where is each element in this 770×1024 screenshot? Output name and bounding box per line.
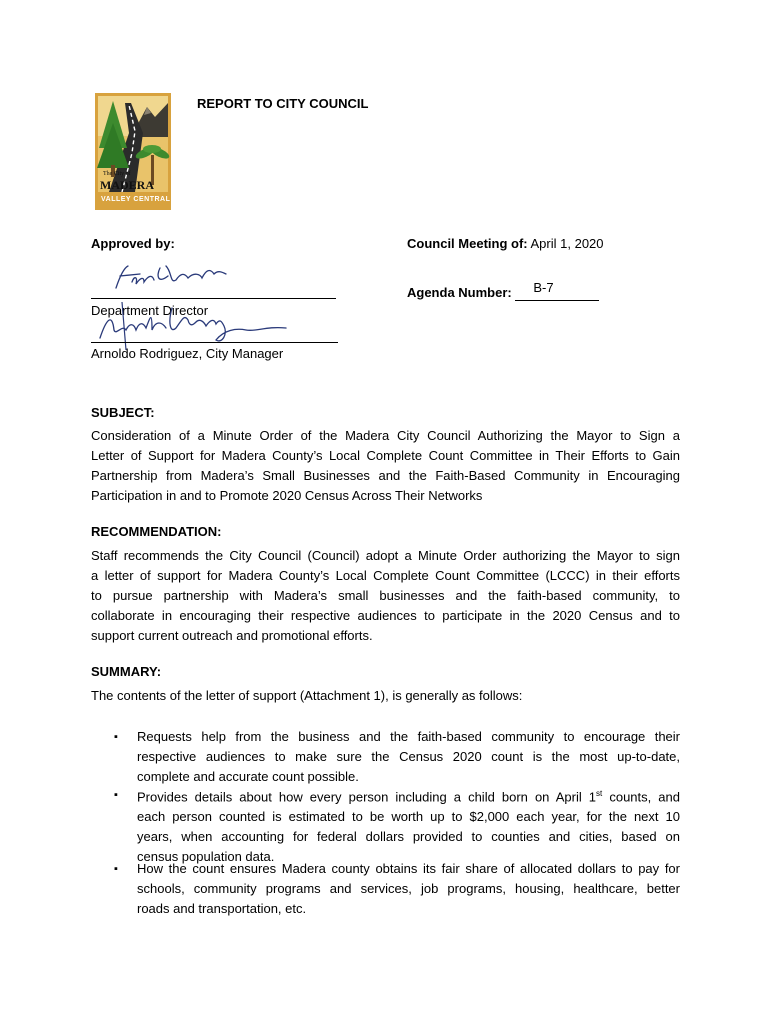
bullet-line: years, when accounting for federal dollars provided to counties and cities, based on — [137, 829, 680, 845]
subject-line: Participation in and to Promote 2020 Census Across Their Networks — [91, 488, 483, 503]
summary-bullet — [137, 859, 680, 919]
council-meeting — [407, 236, 604, 251]
subject-line: Partnership from Madera’s Small Businesses and the Faith-Based Community in Encouraging — [91, 468, 680, 483]
recommendation-line: support current outreach and promotional efforts. — [91, 628, 373, 643]
bullet-icon: ▪ — [114, 731, 118, 743]
page-title: REPORT TO CITY COUNCIL — [197, 96, 369, 111]
bullet-line: Requests help from the business and the faith-based community to encourage their — [137, 729, 680, 744]
city-manager-label: Arnoldo Rodriguez, City Manager — [91, 346, 284, 361]
agenda-number-label: Agenda Number: — [407, 285, 512, 300]
approved-by-label: Approved by: — [91, 236, 175, 251]
subject-text — [91, 426, 680, 506]
summary-intro: The contents of the letter of support (Attachment 1), is generally as follows: — [91, 688, 523, 703]
council-meeting-label: Council Meeting of: — [407, 236, 528, 251]
department-director-label: Department Director — [91, 303, 209, 318]
bullet-line-part: counts, and — [602, 789, 680, 805]
recommendation-line: Staff recommends the City Council (Council) adopt a Minute Order authorizing the Mayor to sign — [91, 548, 680, 563]
ordinal-suffix: st — [596, 789, 603, 798]
recommendation-heading: RECOMMENDATION: — [91, 524, 222, 539]
recommendation-line: collaborate in encouraging their respective audiences to participate in the 2020 Census and to — [91, 608, 680, 623]
bullet-line: How the count ensures Madera county obtains its fair share of allocated dollars to pay for — [137, 861, 680, 876]
city-manager-signature — [96, 300, 301, 352]
summary-heading: SUMMARY: — [91, 664, 162, 679]
bullet-line: respective audiences to make sure the Census 2020 count is the most up-to-date, — [137, 749, 680, 764]
recommendation-text — [91, 546, 680, 646]
subject-line: Consideration of a Minute Order of the Madera City Council Authorizing the Mayor to Sign a — [91, 428, 680, 443]
bullet-icon: ▪ — [114, 789, 118, 801]
city-logo — [95, 93, 171, 210]
department-director-signature — [110, 262, 235, 292]
recommendation-line: a letter of support for Madera County’s Local Complete Count Committee (LCCC) in their efforts — [91, 568, 680, 583]
city-manager-signature-line — [91, 342, 338, 343]
summary-bullet — [137, 784, 680, 867]
bullet-line — [137, 784, 680, 807]
logo-city-name: MADERA — [100, 178, 154, 192]
subject-heading: SUBJECT: — [91, 405, 155, 420]
agenda-number-text: B-7 — [533, 280, 554, 295]
logo-tagline: VALLEY CENTRAL — [101, 196, 171, 203]
summary-bullet — [137, 727, 680, 787]
bullet-line-part: Provides details about how every person including a child born on April 1 — [137, 789, 597, 805]
council-meeting-date: April 1, 2020 — [530, 236, 604, 251]
agenda-number-value — [515, 280, 599, 301]
bullet-line: roads and transportation, etc. — [137, 901, 307, 916]
bullet-line: schools, community programs and services, job programs, housing, healthcare, better — [137, 881, 680, 896]
bullet-icon: ▪ — [114, 863, 118, 875]
agenda-number — [407, 280, 599, 301]
recommendation-line: to pursue partnership with Madera’s small businesses and the faith-based community, to — [91, 588, 680, 603]
bullet-line: complete and accurate count possible. — [137, 769, 359, 784]
subject-line: Letter of Support for Madera County’s Local Complete Count Committee in Their Efforts to Gain — [91, 448, 680, 463]
department-director-signature-line — [91, 298, 336, 299]
bullet-line: each person counted is estimated to be worth up to $2,000 each year, for the next 10 — [137, 809, 680, 825]
bullet-line: census population data. — [137, 849, 275, 865]
logo-city-prefix: The City of — [103, 171, 131, 177]
